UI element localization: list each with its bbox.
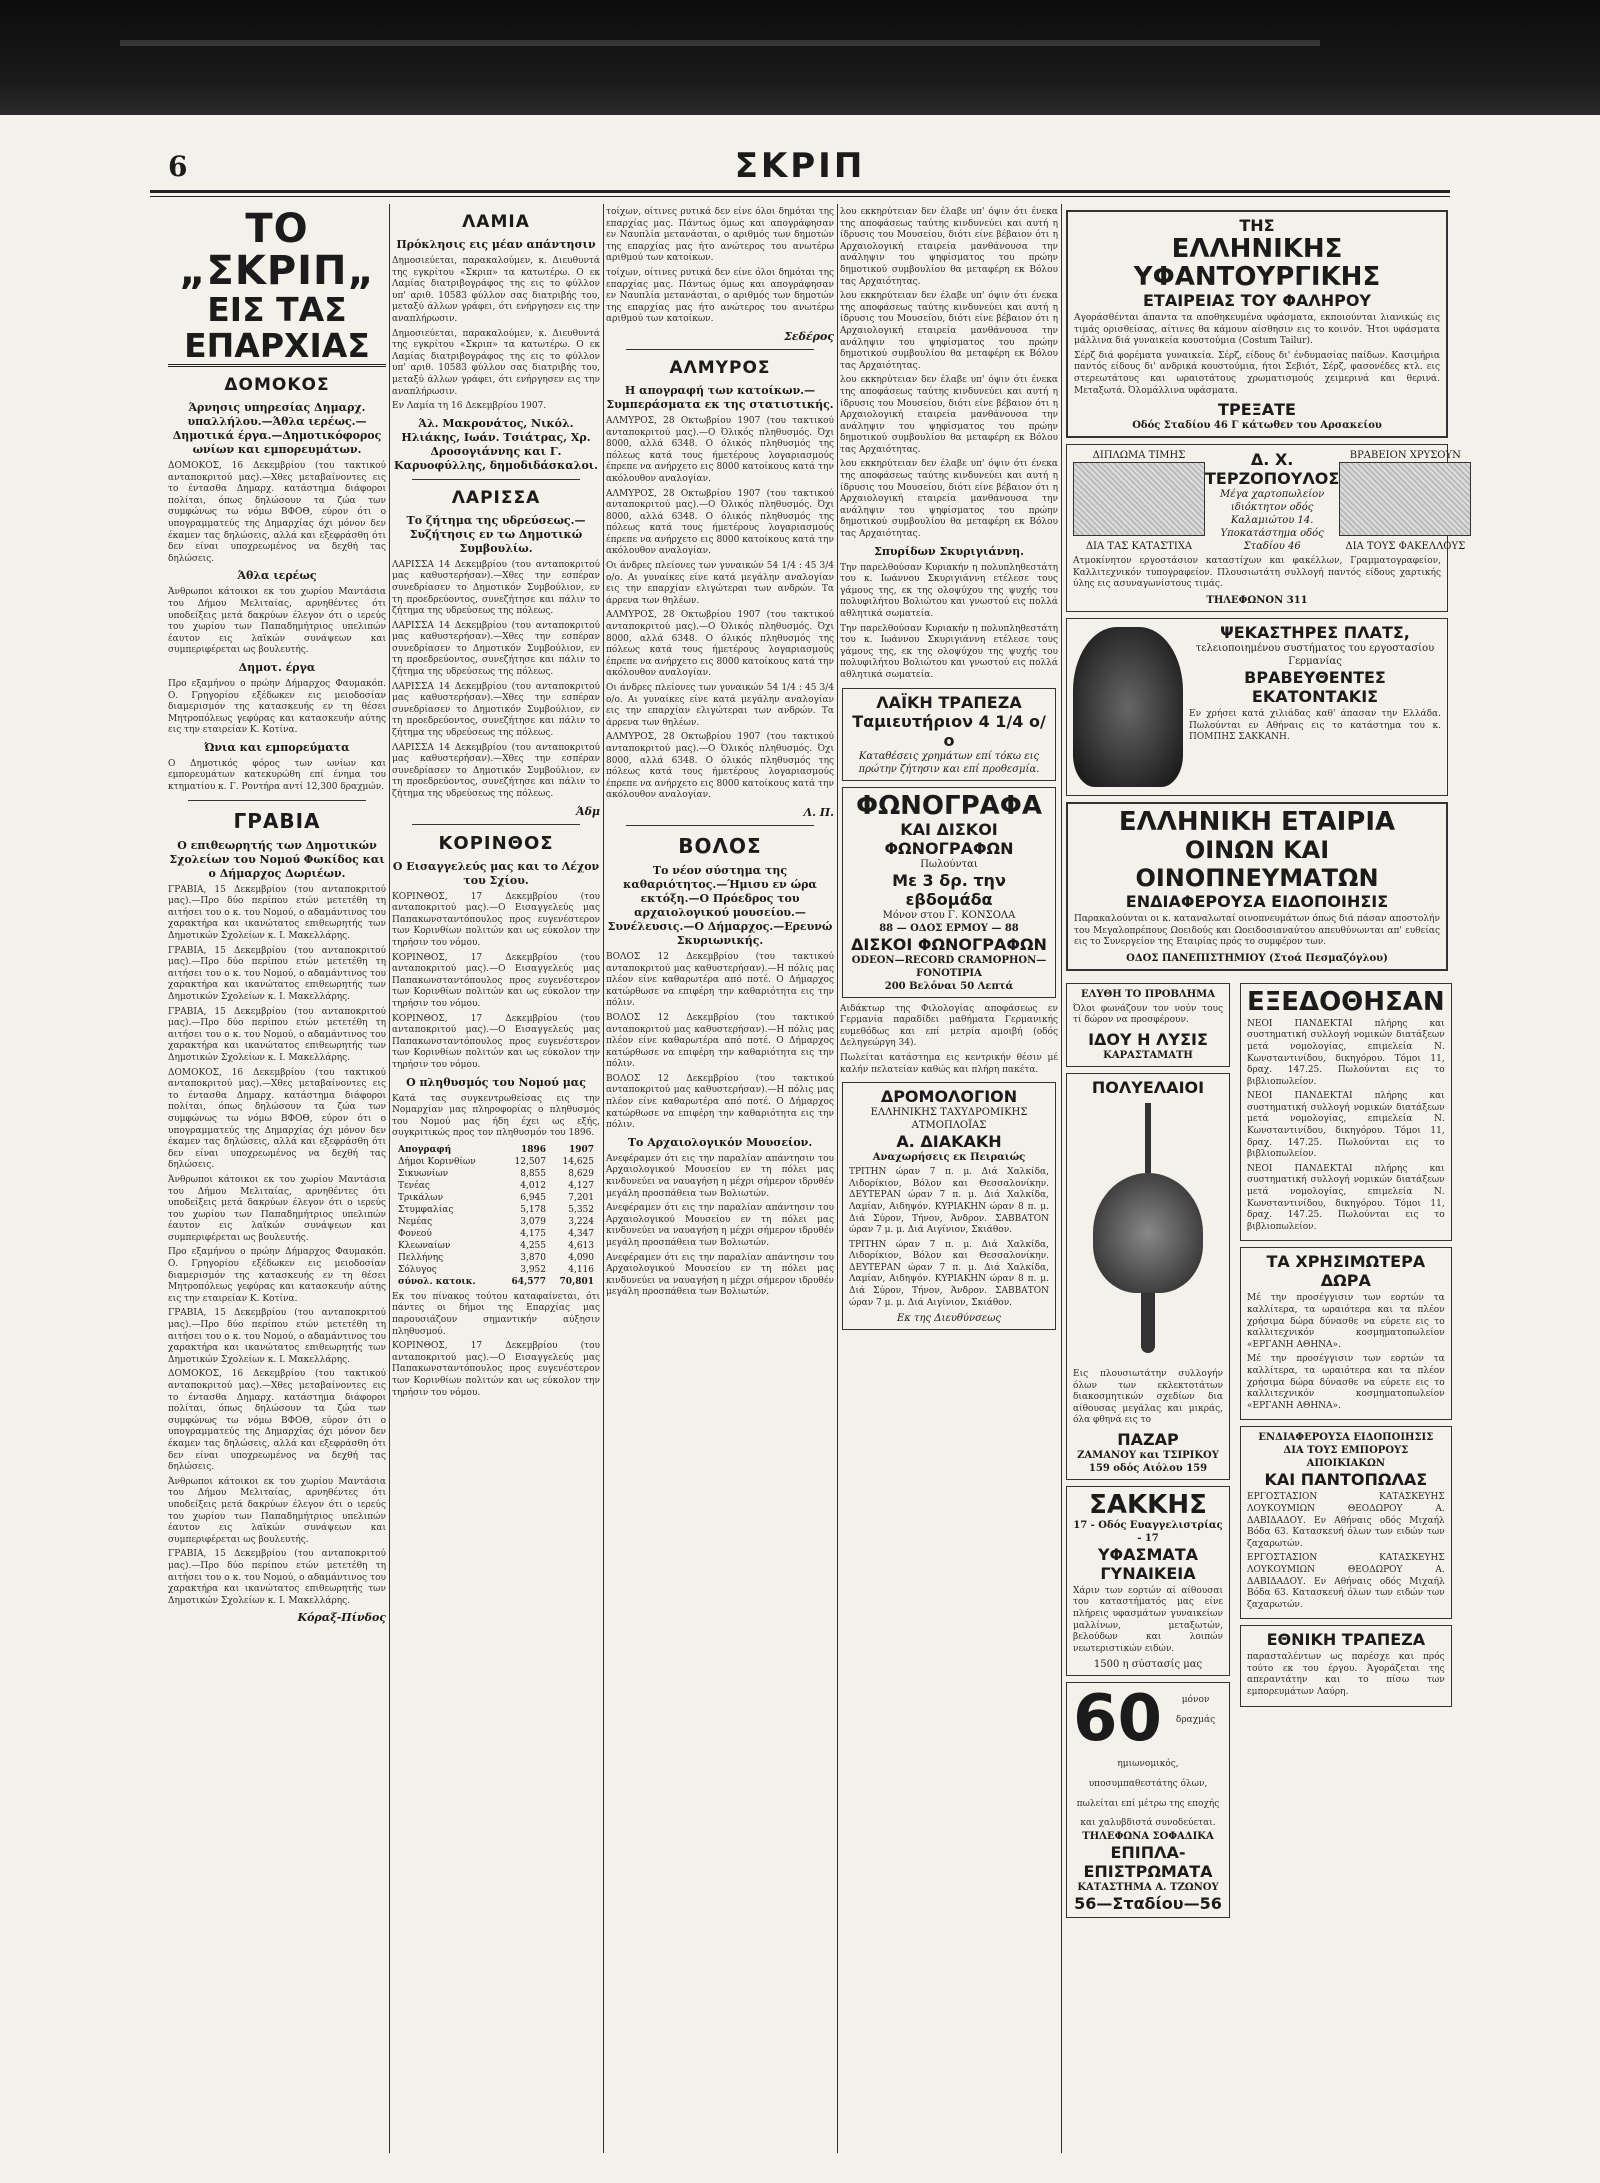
column-1: ΤΟ „ΣΚΡΙΠ„ ΕΙΣ ΤΑΣ ΕΠΑΡΧΙΑΣ ΔΟΜΟΚΟΣ Άρνησις υπηρεσίας Δημαρχ. υπαλλήλου.—Άθλα ιερέως.—Δημοτικά έργα.—Δημοτικόφορος ωνίων και εμπορευμάτων. ΔΟΜΟΚΟΣ, 16 Δεκεμβρίου (του τακτικού ανταποκριτού μας).—Χθες μεταβαίνοντες εις το έντασθα Δημαρχ. κατάστημα διάφοροι πολίται, όπως δηλώσουν τα ζώα των συμφώνως τω νόμω ΒΦΟΘ, εύρον ότι ο υπογραμματεύς της Δημαρχίας όχι μόνον δεν έκαμεν τας δηλώσεις, αλλά και εξεφράσθη ότι δεν είναι υποχρεωμένος να δεχθή τας δηλώσεις. Άθλα ιερέως Άνθρωποι κάτοικοι εκ του χωρίου Μαντάσια του Δήμου Μελιταίας, αρνηθέντες ότι υποδείξεις μετά δακρύων έλεγον ότι ο ιερεύς του χωρίου των Παπαδημήτριος υπελιπών έαυτον εις λαϊκών συνάψεων και συμπεριφέρεται ως βουλευτής. Δημοτ. έργα Προ εξαμήνου ο πρώην Δήμαρχος Φαυμακόπ. Ο. Γρηγορίου εξέδωκεν εις μειοδοσίαν διαμερισμόν της κατασκευής εν τη θέσει Μητροπόλεως γεφύρας και κατασκευήν αύτης εις την εταιρείαν Κ. Κοτίνα. Ώνια και εμπορεύματα Ο Δημοτικός φόρος των ωνίων και εμπορευμάτων κατεκυρώθη επί ένημα του κτηματίου κ. Γ. Ροντήρα αντί 12,300 δραχμών. ΓΡΑΒΙΑ Ο επιθεωρητής των Δημοτικών Σχολείων του Νομού Φωκίδος και ο Δήμαρχος Δωριέων. ΓΡΑΒΙΑ, 15 Δεκεμβρίου (του ανταποκριτού μας).—Προ δύο περίπου ετών μετετέθη τη αιτήσει του ο κ. του Νομού, ο αδαμάντινος του χαρακτήρα και ικανώτατος επιθεωρητής των Δημοτικών Σχολείων κ. Ι. Μακελλάρης. ΓΡΑΒΙΑ, 15 Δεκεμβρίου (του ανταποκριτού μας).—Προ δύο περίπου ετών μετετέθη τη αιτήσει του ο κ. του Νομού, ο αδαμάντινος του χαρακτήρα και ικανώτατος επιθεωρητής των Δημοτικών Σχολείων κ. Ι. Μακελλάρης. ΓΡΑΒΙΑ, 15 Δεκεμβρίου (του ανταποκριτού μας).—Προ δύο περίπου ετών μετετέθη τη αιτήσει του ο κ. του Νομού, ο αδαμάντινος του χαρακτήρα και ικανώτατος επιθεωρητής των Δημοτικών Σχολείων κ. Ι. Μακελλάρης. ΔΟΜΟΚΟΣ, 16 Δεκεμβρίου (του τακτικού ανταποκριτού μας).—Χθες μεταβαίνοντες εις το έντασθα Δημαρχ. κατάστημα διάφοροι πολίται, όπως δηλώσουν τα ζώα των συμφώνως τω νόμω ΒΦΟΘ, εύρον ότι ο υπογραμματεύς της Δημαρχίας όχι μόνον δεν έκαμεν τας δηλώσεις, αλλά και εξεφράσθη ότι δεν είναι υποχρεωμένος να δεχθή τας δηλώσεις. Άνθρωποι κάτοικοι εκ του χωρίου Μαντάσια του Δήμου Μελιταίας, αρνηθέντες ότι υποδείξεις μετά δακρύων έλεγον ότι ο ιερεύς του χωρίου των Παπαδημήτριος υπελιπών έαυτον εις λαϊκών συνάψεων και συμπεριφέρεται ως βουλευτής. Προ εξαμήνου ο πρώην Δήμαρχος Φαυμακόπ. Ο. Γρηγορίου εξέδωκεν εις μειοδοσίαν διαμερισμόν της κατασκευής εν τη θέσει Μητροπόλεως γεφύρας και κατασκευήν αύτης εις την εταιρείαν Κ. Κοτίνα. ΓΡΑΒΙΑ, 15 Δεκεμβρίου (του ανταποκριτού μας).—Προ δύο περίπου ετών μετετέθη τη αιτήσει του ο κ. του Νομού, ο αδαμάντινος του χαρακτήρα και ικανώτατος επιθεωρητής των Δημοτικών Σχολείων κ. Ι. Μακελλάρης. ΔΟΜΟΚΟΣ, 16 Δεκεμβρίου (του τακτικού ανταποκριτού μας).—Χθες μεταβαίνοντες εις το έντασθα Δημαρχ. κατάστημα διάφοροι πολίται, όπως δηλώσουν τα ζώα των συμφώνως τω νόμω ΒΦΟΘ, εύρον ότι ο υπογραμματεύς της Δημαρχίας όχι μόνον δεν έκαμεν τας δηλώσεις, αλλά και εξεφράσθη ότι δεν είναι υποχρεωμένος να δεχθή τας δηλώσεις. Άνθρωποι κάτοικοι εκ του χωρίου Μαντάσια του Δήμου Μελιταίας, αρνηθέντες ότι υποδείξεις μετά δακρύων έλεγον ότι ο ιερεύς του χωρίου των Παπαδημήτριος υπελιπών έαυτον εις λαϊκών συνάψεων και συμπεριφέρεται ως βουλευτής. ΓΡΑΒΙΑ, 15 Δεκεμβρίου (του ανταποκριτού μας).—Προ δύο περίπου ετών μετετέθη τη αιτήσει του ο κ. του Νομού, ο αδαμάντινος του χαρακτήρα και ικανώτατος επιθεωρητής των Δημοτικών Σχολείων κ. Ι. Μακελλάρης. Κόραξ-Πίνδος [168, 206, 386, 1625]
table-row [398, 1168, 594, 1180]
table-cell: Φονεού [398, 1228, 432, 1239]
table-cell: 4,347 [568, 1228, 594, 1239]
article-heading: ΔΟΜΟΚΟΣ [224, 375, 330, 395]
table-cell: Πελλήνης [398, 1252, 444, 1263]
article-heading: ΛΑΡΙΣΣΑ [451, 487, 541, 508]
table-cell: 64,577 [511, 1276, 546, 1287]
table-cell: 4,613 [568, 1240, 594, 1251]
table-cell: Τενέας [398, 1180, 430, 1191]
table-cell: 8,629 [568, 1168, 594, 1179]
table-cell: 4,012 [520, 1180, 546, 1191]
table-cell: σύνολ. κατοικ. [398, 1276, 476, 1287]
table-row [398, 1180, 594, 1192]
table-cell: 4,175 [520, 1228, 546, 1239]
ad-yfantourgiki: ΤΗΣ ΕΛΛΗΝΙΚΗΣ ΥΦΑΝΤΟΥΡΓΙΚΗΣ ΕΤΑΙΡΕΙΑΣ ΤΟΥ ΦΑΛΗΡΟΥ Αγοράσθένται άπαντα τα αποθηκευμένα υφάσματα, εκποιούνται λιανικώς εις τιμάς ορισθείσας, αίτινες θα κάμουν αίσθησιν εις το κοινόν. Ήτοι υφάσματα μάλλινα διά γυναικεία κουστούμια (Costum Tailur). Σέρζ διά φορέματα γυναικεία. Σέρζ, είδους δι' ένδυμασίας παίδων. Κασιμήρια παντός είδους δι' ανδρικά κουστούμια, ήτοι Σεβιότ, Σέρζ, φασονέδες κτλ. εις στερεωτάτους και ωραιοτάτους χρωματισμούς χειμερινά και θερινά. Μεταξωτά. Όλομάλλινα υφάσματα. ΤΡΕΞΑΤΕ Οδός Σταδίου 46 Γ κάτωθεν του Αρσακείου [1066, 210, 1448, 438]
ad-wine-company: ΕΛΛΗΝΙΚΗ ΕΤΑΙΡΙΑ ΟΙΝΩΝ ΚΑΙ ΟΙΝΟΠΝΕΥΜΑΤΩΝ ΕΝΔΙΑΦΕΡΟΥΣΑ ΕΙΔΟΠΟΙΗΣΙΣ Παρακαλούνται οι κ. καταναλωταί οινοπνευμάτων όπως διά πάσαν αποστολήν του Μεγαλοπρέπους Ωοειδούς και Ωοειδοσιαναύτου απευθύνωνται απ' ευθείας εις το Συνεργείον της Εταιρίας πρός το συμφέρον των. ΟΔΟΣ ΠΑΝΕΠΙΣΤΗΜΙΟΥ (Στοά Πεσμαζόγλου) [1066, 802, 1448, 971]
diploma-image [1073, 462, 1205, 536]
article-heading: ΛΑΜΙΑ [462, 212, 530, 232]
table-cell: 1896 [520, 1144, 546, 1155]
page-number: 6 [168, 150, 188, 183]
table-cell: Στυμφαλίας [398, 1204, 454, 1215]
masthead [150, 146, 1450, 186]
table-cell: 12,507 [514, 1156, 546, 1167]
ad-loukoumia: ΕΝΔΙΑΦΕΡΟΥΣΑ ΕΙΔΟΠΟΙΗΣΙΣ ΔΙΑ ΤΟΥΣ ΕΜΠΟΡΟΥΣ ΑΠΟΙΚΙΑΚΩΝ ΚΑΙ ΠΑΝΤΟΠΩΛΑΣ ΕΡΓΟΣΤΑΣΙΟΝ ΚΑΤΑΣΚΕΥΗΣ ΛΟΥΚΟΥΜΙΩΝ ΘΕΟΔΩΡΟΥ Α. ΔΑΒΙΔΑΔΟΥ. Εν Αθήναις οδός Μιχαήλ Βόδα 63. Κατασκευή όλων των ειδών των ζαχαρωτών. ΕΡΓΟΣΤΑΣΙΟΝ ΚΑΤΑΣΚΕΥΗΣ ΛΟΥΚΟΥΜΙΩΝ ΘΕΟΔΩΡΟΥ Α. ΔΑΒΙΔΑΔΟΥ. Εν Αθήναις οδός Μιχαήλ Βόδα 63. Κατασκευή όλων των ειδών των ζαχαρωτών. [1240, 1426, 1452, 1619]
table-cell: 3,952 [520, 1264, 546, 1275]
table-cell: Σικυωνίων [398, 1168, 449, 1179]
article-heading: ΑΛΜΥΡΟΣ [669, 357, 771, 378]
ad-psekastires: ΨΕΚΑΣΤΗΡΕΣ ΠΛΑΤΣ, τελειοποιημένου συστήματος του εργοστασίου Γερμανίας ΒΡΑΒΕΥΘΕΝΤΕΣ ΕΚΑΤΟΝΤΑΚΙΣ Εν χρήσει κατά χιλιάδας καθ' άπασαν την Ελλάδα. Πωλούνται εν Αθήναις εις το κατάστημα του κ. ΠΟΜΠΗΣ ΣΑΚΚΑΝΗ. [1066, 618, 1448, 796]
table-cell: 70,801 [559, 1276, 594, 1287]
section-subtitle: ΕΙΣ ΤΑΣ ΕΠΑΡΧΙΑΣ [168, 292, 386, 367]
table-cell: Απογραφή [398, 1144, 452, 1155]
column-2: ΛΑΜΙΑ Πρόκλησις εις μέαν απάντησιν Δημοσιεύεται, παρακαλούμεν, κ. Διευθυντά της εγκρίτου «Σκριπ» τα κατωτέρω. Ο εκ Λαμίας διατριβογράφος της εις το φύλλον υπ' αριθ. 10583 φύλλον σας διατριβής του, μεταξύ άλλων γράφει, ότι ενήργησεν εις την αναπλήρωσιν. Δημοσιεύεται, παρακαλούμεν, κ. Διευθυντά της εγκρίτου «Σκριπ» τα κατωτέρω. Ο εκ Λαμίας διατριβογράφος της εις το φύλλον υπ' αριθ. 10583 φύλλον σας διατριβής του, μεταξύ άλλων γράφει, ότι ενήργησεν εις την αναπλήρωσιν. Εν Λαμία τη 16 Δεκεμβρίου 1907. Άλ. Μακρονάτος, Νικόλ. Ηλιάκης, Ιωάν. Τσιάτρας, Χρ. Δροσογιάννης και Γ. Καρυοφύλλης, δημοδιδάσκαλοι. ΛΑΡΙΣΣΑ Το ζήτημα της υδρεύσεως.—Συζήτησις εν τω Δημοτικώ Συμβουλίω. ΛΑΡΙΣΣΑ 14 Δεκεμβρίου (του ανταποκριτού μας καθυστερήσαν).—Χθες την εσπέραν συνεδρίασεν το Δημοτικόν Συμβούλιον, εν τη προεδρεύοντος, συνεζήτησε και πάλιν το ζήτημα της υδρεύσεως της πόλεως. ΛΑΡΙΣΣΑ 14 Δεκεμβρίου (του ανταποκριτού μας καθυστερήσαν).—Χθες την εσπέραν συνεδρίασεν το Δημοτικόν Συμβούλιον, εν τη προεδρεύοντος, συνεζήτησε και πάλιν το ζήτημα της υδρεύσεως της πόλεως. ΛΑΡΙΣΣΑ 14 Δεκεμβρίου (του ανταποκριτού μας καθυστερήσαν).—Χθες την εσπέραν συνεδρίασεν το Δημοτικόν Συμβούλιον, εν τη προεδρεύοντος, συνεζήτησε και πάλιν το ζήτημα της υδρεύσεως της πόλεως. ΛΑΡΙΣΣΑ 14 Δεκεμβρίου (του ανταποκριτού μας καθυστερήσαν).—Χθες την εσπέραν συνεδρίασεν το Δημοτικόν Συμβούλιον, εν τη προεδρεύοντος, συνεζήτησε και πάλιν το ζήτημα της υδρεύσεως της πόλεως. Άδμ ΚΟΡΙΝΘΟΣ Ο Εισαγγελεύς μας και το Λέχον του Σχίου. ΚΟΡΙΝΘΟΣ, 17 Δεκεμβρίου (του ανταποκριτού μας).—Ο Εισαγγελεύς μας Παπακωνσταντόπουλος προς ευγενέστερον των Κορινθίων πολιτών και ως εύκολον την τηρήσιν του νόμου. ΚΟΡΙΝΘΟΣ, 17 Δεκεμβρίου (του ανταποκριτού μας).—Ο Εισαγγελεύς μας Παπακωνσταντόπουλος προς ευγενέστερον των Κορινθίων πολιτών και ως εύκολον την τηρήσιν του νόμου. ΚΟΡΙΝΘΟΣ, 17 Δεκεμβρίου (του ανταποκριτού μας).—Ο Εισαγγελεύς μας Παπακωνσταντόπουλος προς ευγενέστερον των Κορινθίων πολιτών και ως εύκολον την τηρήσιν του νόμου. Ο πληθυσμός του Νομού μας Κατά τας συγκεντρωθείσας εις την Νομαρχίαν μας πληροφορίας ο πληθυσμός του Νομού μας ήδη έχει ως εξής, συγκριτικώς προς τον πληθυσμόν του 1896. Απογραφή 1896 1907 Δήμοι Κορινθίων 12,507 14,625 Σικυωνίων 8,855 8,629 Τενέας 4,012 4,127 Τρικάλων 6,945 7,201 Στυμφαλίας 5,178 5,352 Νεμέας 3,079 3,224 Φονεού 4,175 4,347 Κλεωναίων 4,255 4,613 Πελλήνης 3,870 4,090 Σόλυγος 3,952 4,116 σύνολ. κατοικ. 64,577 70,801 Εκ του πίνακος τούτου καταφαίνεται, ότι πάντες οι δήμοι της Επαρχίας μας παρουσιάζουν σημαντικήν αύξησιν πληθυσμού. ΚΟΡΙΝΘΟΣ, 17 Δεκεμβρίου (του ανταποκριτού μας).—Ο Εισαγγελεύς μας Παπακωνσταντόπουλος προς ευγενέστερον των Κορινθίων πολιτών και ως εύκολον την τηρήσιν του νόμου. [392, 212, 600, 1398]
table-row [398, 1228, 594, 1240]
table-row [398, 1144, 594, 1156]
table-cell: 4,090 [568, 1252, 594, 1263]
article-body: ΔΟΜΟΚΟΣ, 16 Δεκεμβρίου (του τακτικού ανταποκριτού μας).—Χθες μεταβαίνοντες εις το έντασθα Δημαρχ. κατάστημα διάφοροι πολίται, όπως δηλώσουν τα ζώα των συμφώνως τω νόμω ΒΦΟΘ, εύρον ότι ο υπογραμματεύς της Δημαρχίας όχι μόνον δεν έκαμεν τας δηλώσεις, αλλά και εξεφράσθη ότι δεν είναι υποχρεωμένος να δεχθή τας δηλώσεις. [168, 461, 386, 564]
article-heading: ΚΟΡΙΝΘΟΣ [438, 832, 554, 854]
medal-image [1339, 462, 1471, 536]
table-row [398, 1252, 594, 1264]
column-ads [1064, 204, 1466, 2153]
ad-furniture: 60 μόνον δραχμάς ημιωνομικός, υποσυμπαθεστάτης όλων, πωλείται επί μέτρω της εποχής και χαλυβδιστά συνοδεύεται. ΤΗΛΕΦΩΝΑ ΣΟΦΑΔΙΚΑ ΕΠΙΠΛΑ-ΕΠΙΣΤΡΩΜΑΤΑ ΚΑΤΑΣΤΗΜΑ Α. ΤΖΩΝΟΥ 56—Σταδίου—56 [1066, 1682, 1230, 1917]
table-row [398, 1240, 594, 1252]
ad-phonographs: ΦΩΝΟΓΡΑΦΑ ΚΑΙ ΔΙΣΚΟΙ ΦΩΝΟΓΡΑΦΩΝ Πωλούνται Με 3 δρ. την εβδομάδα Μόνον στου Γ. ΚΟΝΣΟΛΑ 88 — ΟΔΟΣ ΕΡΜΟΥ — 88 ΔΙΣΚΟΙ ΦΩΝΟΓΡΑΦΩΝ ODEON—RECORD CRAMOPHON—FONOTIPIA 200 Βελόναι 50 Λεπτά [842, 787, 1056, 998]
signature: Κόραξ-Πίνδος [297, 1611, 386, 1625]
table-cell: 5,178 [520, 1204, 546, 1215]
table-cell: Δήμοι Κορινθίων [398, 1156, 476, 1167]
table-cell: 14,625 [562, 1156, 594, 1167]
table-cell: 1907 [568, 1144, 594, 1155]
article-heading: ΓΡΑΒΙΑ [233, 808, 321, 833]
sprayer-image [1073, 627, 1183, 787]
table-cell: 7,201 [568, 1192, 594, 1203]
ad-exedothesan: ΕΞΕΔΟΘΗΣΑΝ ΝΕΟΙ ΠΑΝΔΕΚΤΑΙ πλήρης και συστηματική συλλογή νομικών διατάξεων μετά νομολογίας, επιμελεία Ν. Κωνσταντινίδου, δικηγόρου. Τόμοι 11, δραχ. 147.25. Πωλούνται εις το βιβλιοπωλείον. ΝΕΟΙ ΠΑΝΔΕΚΤΑΙ πλήρης και συστηματική συλλογή νομικών διατάξεων μετά νομολογίας, επιμελεία Ν. Κωνσταντινίδου, δικηγόρου. Τόμοι 11, δραχ. 147.25. Πωλούνται εις το βιβλιοπωλείον. ΝΕΟΙ ΠΑΝΔΕΚΤΑΙ πλήρης και συστηματική συλλογή νομικών διατάξεων μετά νομολογίας, επιμελεία Ν. Κωνσταντινίδου, δικηγόρου. Τόμοι 11, δραχ. 147.25. Πωλούνται εις το βιβλιοπωλείον. [1240, 983, 1452, 1242]
ad-chandeliers: ΠΟΛΥΕΛΑΙΟΙ Εις πλουσιωτάτην συλλογήν όλων των εκλεκτοτάτων διακοσμητικών σχεδίων δια αίθουσας μεγάλας και μικράς, όλα φθηνά εις το ΠΑΖΑΡ ΖΑΜΑΝΟΥ και ΤΣΙΡΙΚΟΥ 159 οδός Αιόλου 159 [1066, 1073, 1230, 1480]
chandelier-image [1073, 1103, 1223, 1363]
table-row [398, 1204, 594, 1216]
ad-dromologion: ΔΡΟΜΟΛΟΓΙΟΝ ΕΛΛΗΝΙΚΗΣ ΤΑΧΥΔΡΟΜΙΚΗΣ ΑΤΜΟΠΛΟΪΑΣ Α. ΔΙΑΚΑΚΗ Αναχωρήσεις εκ Πειραιώς ΤΡΙΤΗΝ ώραν 7 π. μ. Διά Χαλκίδα, Λιδορίκιον, Βόλον και Θεσσαλονίκην. ΔΕΥΤΕΡΑΝ ώραν 7 π. μ. Διά Χαλκίδα, Λαμίαν, Αιδηψόν. ΚΥΡΙΑΚΗΝ ώραν 8 π. μ. Διά Σύρον, Τήνον, Άνδρον. ΣΑΒΒΑΤΟΝ ώραν 7 μ. μ. Διά Αιγίνιον, Σκιάθον. ΤΡΙΤΗΝ ώραν 7 π. μ. Διά Χαλκίδα, Λιδορίκιον, Βόλον και Θεσσαλονίκην. ΔΕΥΤΕΡΑΝ ώραν 7 π. μ. Διά Χαλκίδα, Λαμίαν, Αιδηψόν. ΚΥΡΙΑΚΗΝ ώραν 8 π. μ. Διά Σύρον, Τήνον, Άνδρον. ΣΑΒΒΑΤΟΝ ώραν 7 μ. μ. Διά Αιγίνιον, Σκιάθον. Εκ της Διευθύνσεως [842, 1082, 1056, 1330]
table-row [398, 1216, 594, 1228]
table-cell: Τρικάλων [398, 1192, 444, 1203]
table-cell: 3,079 [520, 1216, 546, 1227]
table-cell: 4,116 [568, 1264, 594, 1275]
table-cell: Σόλυγος [398, 1264, 437, 1275]
table-cell: 6,945 [520, 1192, 546, 1203]
paper-name: ΣΚΡΙΠ [734, 146, 866, 186]
section-title: ΤΟ „ΣΚΡΙΠ„ [179, 206, 375, 294]
table-cell: Κλεωναίων [398, 1240, 451, 1251]
ad-sakkis: ΣΑΚΚΗΣ 17 - Οδός Ευαγγελιστρίας - 17 ΥΦΑΣΜΑΤΑ ΓΥΝΑΙΚΕΙΑ Χάριν των εορτών αί αίθουσαι του καταστήματός μας είνε πλήρεις υφασμάτων γυναικείων μαλλίνων, μεταξωτών, βελούδων και λοιπών νεωτεριστικών ειδών. 1500 η σύστασίς μας [1066, 1486, 1230, 1677]
ad-problem: ΕΛΥΘΗ ΤΟ ΠΡΟΒΛΗΜΑ Όλοι φωνάζουν τον νούν τους τί δώρον να προσφέρουν. ΙΔΟΥ Η ΛΥΣΙΣ ΚΑΡΑΣΤΑΜΑΤΗ [1066, 983, 1230, 1067]
table-cell: 8,855 [520, 1168, 546, 1179]
table-cell: Νεμέας [398, 1216, 433, 1227]
table-row [398, 1276, 594, 1288]
table-row [398, 1192, 594, 1204]
column-3: τοίχων, οίτινες ρυτικά δεν είνε όλοι δημόται της επαρχίας μας. Πάντως όμως και απογράφησαν εν Ναυπλία μετανάσται, ο αριθμός των δημοτών της επαρχίας μας ήτο ανώτερος του ανωτέρω αριθμού των κατοίκων. τοίχων, οίτινες ρυτικά δεν είνε όλοι δημόται της επαρχίας μας. Πάντως όμως και απογράφησαν εν Ναυπλία μετανάσται, ο αριθμός των δημοτών της επαρχίας μας ήτο ανώτερος του ανωτέρω αριθμού των κατοίκων. Σεδέρος ΑΛΜΥΡΟΣ Η απογραφή των κατοίκων.—Συμπεράσματα εκ της στατιστικής. ΑΛΜΥΡΟΣ, 28 Οκτωβρίου 1907 (του τακτικού ανταποκριτού μας).—Ο Όλικός πληθυσμός. Όχι 8000, αλλά 6348. Ο όλικός πληθυσμός της πόλεως κατά τους ήμετέρους λογαριασμούς έπρεπε να ανήρχετο εις 8000 κατοίκους κατά την ακόλουθον αναλογίαν. ΑΛΜΥΡΟΣ, 28 Οκτωβρίου 1907 (του τακτικού ανταποκριτού μας).—Ο Όλικός πληθυσμός. Όχι 8000, αλλά 6348. Ο όλικός πληθυσμός της πόλεως κατά τους ήμετέρους λογαριασμούς έπρεπε να ανήρχετο εις 8000 κατοίκους κατά την ακόλουθον αναλογίαν. Οι άνδρες πλείονες των γυναικών 54 1/4 : 45 3/4 ο/ο. Αι γυναίκες είνε κατά μεγάλην αναλογίαν εις την επαρχίαν ελιγώτεραι των ανδρών. Τα άρρενα των θηλέων. ΑΛΜΥΡΟΣ, 28 Οκτωβρίου 1907 (του τακτικού ανταποκριτού μας).—Ο Όλικός πληθυσμός. Όχι 8000, αλλά 6348. Ο όλικός πληθυσμός της πόλεως κατά τους ήμετέρους λογαριασμούς έπρεπε να ανήρχετο εις 8000 κατοίκους κατά την ακόλουθον αναλογίαν. Οι άνδρες πλείονες των γυναικών 54 1/4 : 45 3/4 ο/ο. Αι γυναίκες είνε κατά μεγάλην αναλογίαν εις την επαρχίαν ελιγώτεραι των ανδρών. Τα άρρενα των θηλέων. ΑΛΜΥΡΟΣ, 28 Οκτωβρίου 1907 (του τακτικού ανταποκριτού μας).—Ο Όλικός πληθυσμός. Όχι 8000, αλλά 6348. Ο όλικός πληθυσμός της πόλεως κατά τους ήμετέρους λογαριασμούς έπρεπε να ανήρχετο εις 8000 κατοίκους κατά την ακόλουθον αναλογίαν. Λ. Π. ΒΟΛΟΣ Το νέον σύστημα της καθαριότητος.—Ήμισυ εν ώρα εκτόξη.—Ο Πρόεδρος του αρχαιολογικού μουσείου.—Συνέλευσις.—Ο Δήμαρχος.—Ερευνώ Σκυριωνικής. ΒΟΛΟΣ 12 Δεκεμβρίου (του τακτικού ανταποκριτού μας καθυστερήσαν).—Η πόλις μας πλέον είνε καθαρωτέρα από ποτέ. Ο Δήμαρχος κατώρθωσε να επιφέρη την καθαριότητα εις την πόλιν. ΒΟΛΟΣ 12 Δεκεμβρίου (του τακτικού ανταποκριτού μας καθυστερήσαν).—Η πόλις μας πλέον είνε καθαρωτέρα από ποτέ. Ο Δήμαρχος κατώρθωσε να επιφέρη την καθαριότητα εις την πόλιν. ΒΟΛΟΣ 12 Δεκεμβρίου (του τακτικού ανταποκριτού μας καθυστερήσαν).—Η πόλις μας πλέον είνε καθαρωτέρα από ποτέ. Ο Δήμαρχος κατώρθωσε να επιφέρη την καθαριότητα εις την πόλιν. Το Αρχαιολογικόν Μουσείον. Ανεφέραμεν ότι εις την παραλίαν απάντησιν του Αρχαιολογικού Μουσείου εν τη πόλει μας κινδυνεύει να ναυαγήση η μέχρι σήμερον ιδρυθέν μεγάλη προσπάθεια των Βολιωτών. Ανεφέραμεν ότι εις την παραλίαν απάντησιν του Αρχαιολογικού Μουσείου εν τη πόλει μας κινδυνεύει να ναυαγήση η μέχρι σήμερον ιδρυθέν μεγάλη προσπάθεια των Βολιωτών. Ανεφέραμεν ότι εις την παραλίαν απάντησιν του Αρχαιολογικού Μουσείου εν τη πόλει μας κινδυνεύει να ναυαγήση η μέχρι σήμερον ιδρυθέν μεγάλη προσπάθεια των Βολιωτών. [606, 207, 834, 1298]
ad-gifts: ΤΑ ΧΡΗΣΙΜΩΤΕΡΑ ΔΩΡΑ Μέ την προσέγγισιν των εορτών τα καλλίτερα, τα ωραιότερα και τα πλέον χρήσιμα δώρα δύνασθε να εύρετε εις το καλλιτεχνικόν κοσμηματοπωλείον «ΕΡΓΑΝΗ ΑΘΗΝΑ». Μέ την προσέγγισιν των εορτών τα καλλίτερα, τα ωραιότερα και τα πλέον χρήσιμα δώρα δύνασθε να εύρετε εις το καλλιτεχνικόν κοσμηματοπωλείον «ΕΡΓΑΝΗ ΑΘΗΝΑ». [1240, 1247, 1452, 1420]
column-4: λου εκκηρύτειαν δεν έλαβε υπ' όψιν ότι ένεκα της αποφάσεως ταύτης κινδυνεύει και αυτή η ίδρυσις του Μουσείου, διότι είνε βέβαιον ότι η Αρχαιολογική εταιρεία μανθάνουσα την ανάληψιν του ψηφίσματος του πρώην δημοτικού συμβουλίου θα μεταφέρη εκ Βόλου τας Αρχαιότητας. λου εκκηρύτειαν δεν έλαβε υπ' όψιν ότι ένεκα της αποφάσεως ταύτης κινδυνεύει και αυτή η ίδρυσις του Μουσείου, διότι είνε βέβαιον ότι η Αρχαιολογική εταιρεία μανθάνουσα την ανάληψιν του ψηφίσματος του πρώην δημοτικού συμβουλίου θα μεταφέρη εκ Βόλου τας Αρχαιότητας. λου εκκηρύτειαν δεν έλαβε υπ' όψιν ότι ένεκα της αποφάσεως ταύτης κινδυνεύει και αυτή η ίδρυσις του Μουσείου, διότι είνε βέβαιον ότι η Αρχαιολογική εταιρεία μανθάνουσα την ανάληψιν του ψηφίσματος του πρώην δημοτικού συμβουλίου θα μεταφέρη εκ Βόλου τας Αρχαιότητας. λου εκκηρύτειαν δεν έλαβε υπ' όψιν ότι ένεκα της αποφάσεως ταύτης κινδυνεύει και αυτή η ίδρυσις του Μουσείου, διότι είνε βέβαιον ότι η Αρχαιολογική εταιρεία μανθάνουσα την ανάληψιν του ψηφίσματος του πρώην δημοτικού συμβουλίου θα μεταφέρη εκ Βόλου τας Αρχαιότητας. Σπυρίδων Σκυριγιάννη. Την παρελθούσαν Κυριακήν η πολυπληθεστάτη του κ. Ιωάννου Σκυριγιάννη ετέλεσε τους γάμους της, εκ της ολοψύχου της ψυχής του πολυφιλήτου Βολιώτου και γνωστού εις πολλά αθλητικά σωματεία. Την παρελθούσαν Κυριακήν η πολυπληθεστάτη του κ. Ιωάννου Σκυριγιάννη ετέλεσε τους γάμους της, εκ της ολοψύχου της ψυχής του πολυφιλήτου Βολιώτου και γνωστού εις πολλά αθλητικά σωματεία. ΛΑΪΚΗ ΤΡΑΠΕΖΑ Ταμιευτήριον 4 1/4 ο/ο Καταθέσεις χρημάτων επί τόκω εις πρώτην ζήτησιν και επί προθεσμία. ΦΩΝΟΓΡΑΦΑ ΚΑΙ ΔΙΣΚΟΙ ΦΩΝΟΓΡΑΦΩΝ Πωλούνται Με 3 δρ. την εβδομάδα Μόνον στου Γ. ΚΟΝΣΟΛΑ 88 — ΟΔΟΣ ΕΡΜΟΥ — 88 ΔΙΣΚΟΙ ΦΩΝΟΓΡΑΦΩΝ ODEON—RECORD CRAMOPHON—FONOTIPIA 200 Βελόναι 50 Λεπτά Αιδάκτωρ της Φιλολογίας αποφάσεως εν Γερμανία παραδίδει μαθήματα Γερμανικής ευμεθόδως και επί μετρία αμοιβή (οδός Δεληγεώργη 34). Πωλείται κατάστημα εις κεντρικήν θέσιν μέ καλήν πελατείαν καθώς και πλήρη πακέτα. ΔΡΟΜΟΛΟΓΙΟΝ ΕΛΛΗΝΙΚΗΣ ΤΑΧΥΔΡΟΜΙΚΗΣ ΑΤΜΟΠΛΟΪΑΣ Α. ΔΙΑΚΑΚΗ Αναχωρήσεις εκ Πειραιώς ΤΡΙΤΗΝ ώραν 7 π. μ. Διά Χαλκίδα, Λιδορίκιον, Βόλον και Θεσσαλονίκην. ΔΕΥΤΕΡΑΝ ώραν 7 π. μ. Διά Χαλκίδα, Λαμίαν, Αιδηψόν. ΚΥΡΙΑΚΗΝ ώραν 8 π. μ. Διά Σύρον, Τήνον, Άνδρον. ΣΑΒΒΑΤΟΝ ώραν 7 μ. μ. Διά Αιγίνιον, Σκιάθον. ΤΡΙΤΗΝ ώραν 7 π. μ. Διά Χαλκίδα, Λιδορίκιον, Βόλον και Θεσσαλονίκην. ΔΕΥΤΕΡΑΝ ώραν 7 π. μ. Διά Χαλκίδα, Λαμίαν, Αιδηψόν. ΚΥΡΙΑΚΗΝ ώραν 8 π. μ. Διά Σύρον, Τήνον, Άνδρον. ΣΑΒΒΑΤΟΝ ώραν 7 μ. μ. Διά Αιγίνιον, Σκιάθον. Εκ της Διευθύνσεως [840, 204, 1058, 2153]
ad-laiki-trapeza: ΛΑΪΚΗ ΤΡΑΠΕΖΑ Ταμιευτήριον 4 1/4 ο/ο Καταθέσεις χρημάτων επί τόκω εις πρώτην ζήτησιν και επί προθεσμία. [842, 688, 1056, 781]
table-row [398, 1156, 594, 1168]
table-cell: 4,127 [568, 1180, 594, 1191]
table-cell: 4,255 [520, 1240, 546, 1251]
article-heading: ΒΟΛΟΣ [678, 833, 762, 858]
ad-terzopoulos: ΔΙΠΛΩΜΑ ΤΙΜΗΣ ΔΙΑ ΤΑΣ ΚΑΤΑΣΤΙΧΑ Δ. Χ. ΤΕΡΖΟΠΟΥΛΟΣ Μέγα χαρτοπωλείον ιδιόκτητον οδός Καλαμιώτου 14. Υποκατάστημα οδός Σταδίου 46 ΒΡΑΒΕΙΟΝ ΧΡΥΣΟΥΝ ΔΙΑ ΤΟΥΣ ΦΑΚΕΛΛΟΥΣ Ατμοκίνητον εργοστάσιον καταστίχων και φακέλλων, Γραμματογραφείον, Καλλιτεχνικόν τυπογραφείον. Πλουσιωτάτη συλλογή παντός είδους χαρτικής ύλης εις ασυναγωνίστους τιμάς. ΤΗΛΕΦΩΝΟΝ 311 [1066, 444, 1448, 612]
ad-bank: ΕΘΝΙΚΗ ΤΡΑΠΕΖΑ παρασταλέντων ως παρέσχε και πρός τούτο εκ του έργου. Άγοράζεται της απεραντάτην και το πίσω των εμπορευμάτων Λαύρη. [1240, 1625, 1452, 1706]
table-row [398, 1264, 594, 1276]
table-cell: 3,224 [568, 1216, 594, 1227]
population-table [398, 1144, 594, 1288]
scan-top-band [0, 0, 1600, 115]
masthead-rule [150, 190, 1450, 193]
table-cell: 3,870 [520, 1252, 546, 1263]
table-cell: 5,352 [568, 1204, 594, 1215]
